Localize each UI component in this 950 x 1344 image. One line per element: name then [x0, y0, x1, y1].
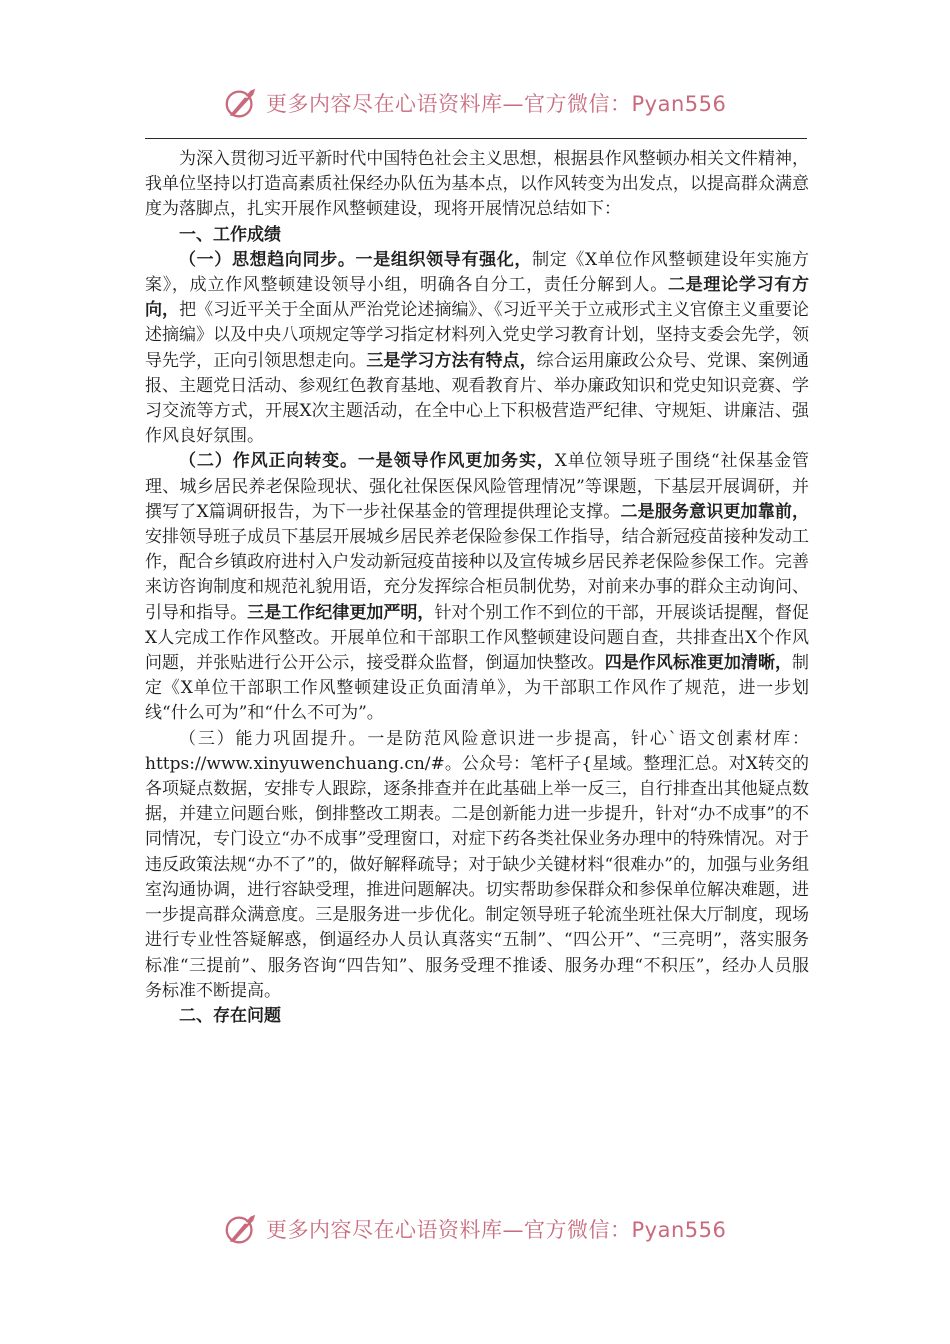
paragraph-3: （三）能力巩固提升。一是防范风险意识进一步提高，针心`语文创素材库：https://www.xinyuwenchuang.cn/#。公众号：笔杆子{星域。整理汇总。对X转交的各项疑点数据，安排专人跟踪，逐条排查并在此基础上举一反三，自行排查出其他疑点数据，并建立问题台账，倒排整改工期表。二是创新能力进一步提升，针对“办不成事”的不同情况，专门设立“办不成事”受理窗口，对症下药各类社保业务办理中的特殊情况。对于违反政策法规“办不了”的，做好解释疏导；对于缺少关键材料“很难办”的，加强与业务组室沟通协调，进行容缺受理，推进问题解决。切实帮助参保群众和参保单位解决难题，进一步提高群众满意度。三是服务进一步优化。制定领导班子轮流坐班社保大厅制度，现场进行专业性答疑解惑，倒逼经办人员认真落实“五制”、“四公开”、“三亮明”，落实服务标准“三提前”、服务咨询“四告知”、服务受理不推诿、服务办理“不积压”，经办人员服务标准不断提高。	[145, 728, 809, 1001]
section-heading-1: 一、工作成绩	[179, 224, 281, 245]
paragraph-1: （一）思想趋向同步。一是组织领导有强化，制定《X单位作风整顿建设年实施方案》，成立作风整顿建设领导小组，明确各自分工，责任分解到人。二是理论学习有方向，把《习近平关于全面从严治党论述摘编》、《习近平关于立戒形式主义官僚主义重要论述摘编》以及中央八项规定等学习指定材料列入党史学习教育计划，坚持支委会先学，领导先学，正向引领思想走向。三是学习方法有特点，综合运用廉政公众号、党课、案例通报、主题党日活动、参观红色教育基地、观看教育片、举办廉政知识和党史知识竞赛、学习交流等方式，开展X次主题活动，在全中心上下积极营造严纪律、守规矩、讲廉洁、强作风良好氛围。	[145, 249, 810, 447]
footer-banner	[222, 1209, 726, 1249]
quill-logo-icon	[222, 1210, 260, 1248]
quill-logo-icon	[222, 84, 260, 122]
header-rule	[145, 138, 807, 139]
document-body	[145, 147, 809, 1029]
header-banner	[222, 83, 726, 123]
banner-text: 更多内容尽在心语资料库—官方微信：Pyan556	[266, 92, 727, 116]
intro-paragraph: 为深入贯彻习近平新时代中国特色社会主义思想，根据县作风整顿办相关文件精神，我单位坚持以打造高素质社保经办队伍为基本点，以作风转变为出发点，以提高群众满意度为落脚点，扎实开展作风整顿建设，现将开展情况总结如下：	[145, 149, 809, 220]
banner-text: 更多内容尽在心语资料库—官方微信：Pyan556	[266, 1218, 727, 1242]
section-heading-2: 二、存在问题	[179, 1005, 281, 1026]
paragraph-2: （二）作风正向转变。一是领导作风更加务实，X单位领导班子围绕“社保基金管理、城乡居民养老保险现状、强化社保医保风险管理情况”等课题，下基层开展调研，并撰写了X篇调研报告，为下一步社保基金的管理提供理论支撑。二是服务意识更加靠前，安排领导班子成员下基层开展城乡居民养老保险参保工作指导，结合新冠疫苗接种发动工作，配合乡镇政府进村入户发动新冠疫苗接种以及宣传城乡居民养老保险参保工作。完善来访咨询制度和规范礼貌用语，充分发挥综合柜员制优势，对前来办事的群众主动询问、引导和指导。三是工作纪律更加严明，针对个别工作不到位的干部，开展谈话提醒，督促X人完成工作作风整改。开展单位和干部职工作风整顿建设问题自查，共排查出X个作风问题，并张贴进行公开公示，接受群众监督，倒逼加快整改。四是作风标准更加清晰，制定《X单位干部职工作风整顿建设正负面清单》，为干部职工作风作了规范，进一步划线“什么可为”和“什么不可为”。	[145, 451, 810, 724]
